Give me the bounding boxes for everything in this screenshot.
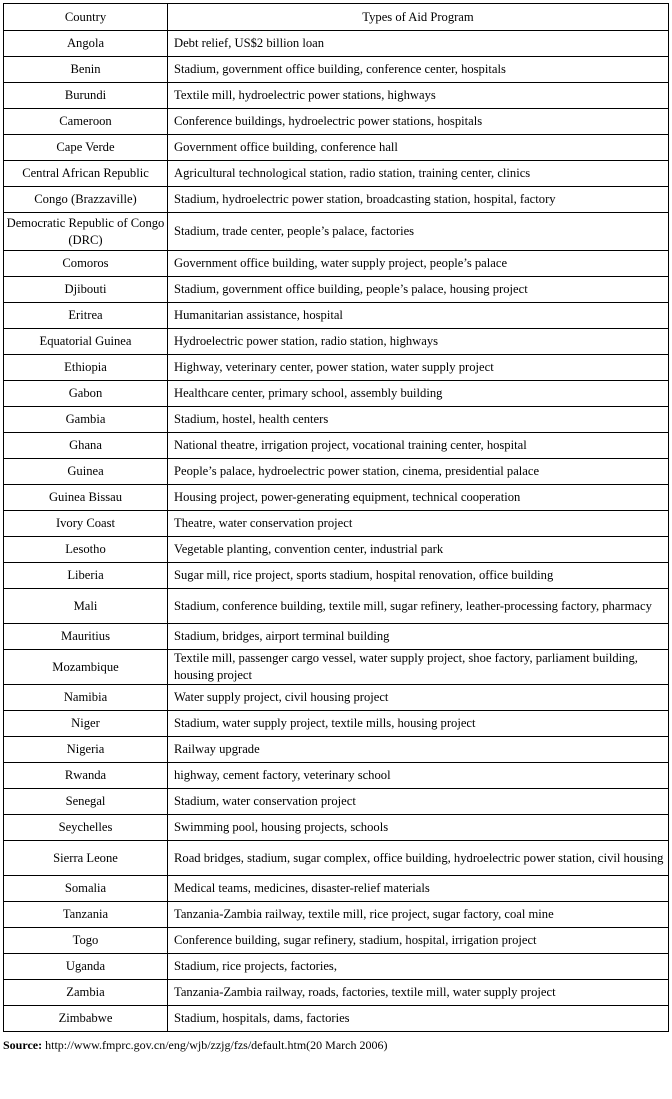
aid-program-cell: highway, cement factory, veterinary school	[168, 763, 669, 789]
country-cell: Uganda	[4, 954, 168, 980]
aid-program-cell: Vegetable planting, convention center, industrial park	[168, 537, 669, 563]
aid-program-cell: Stadium, trade center, people’s palace, factories	[168, 213, 669, 251]
country-cell: Gambia	[4, 407, 168, 433]
aid-program-cell: National theatre, irrigation project, vocational training center, hospital	[168, 433, 669, 459]
table-row	[4, 876, 669, 902]
table-row	[4, 902, 669, 928]
country-cell: Ghana	[4, 433, 168, 459]
aid-program-cell: Housing project, power-generating equipment, technical cooperation	[168, 485, 669, 511]
aid-program-cell: Conference building, sugar refinery, stadium, hospital, irrigation project	[168, 928, 669, 954]
table-row	[4, 83, 669, 109]
table-row	[4, 650, 669, 685]
country-cell: Democratic Republic of Congo (DRC)	[4, 213, 168, 251]
table-row	[4, 109, 669, 135]
table-row	[4, 31, 669, 57]
table-row	[4, 763, 669, 789]
aid-program-cell: Agricultural technological station, radio station, training center, clinics	[168, 161, 669, 187]
table-row	[4, 815, 669, 841]
table-row	[4, 355, 669, 381]
country-cell: Mozambique	[4, 650, 168, 685]
header-aid-type: Types of Aid Program	[168, 4, 669, 31]
aid-program-cell: Road bridges, stadium, sugar complex, office building, hydroelectric power station, civil housing	[168, 841, 669, 876]
country-cell: Ivory Coast	[4, 511, 168, 537]
aid-program-cell: Stadium, government office building, conference center, hospitals	[168, 57, 669, 83]
table-row	[4, 737, 669, 763]
table-row	[4, 563, 669, 589]
country-cell: Lesotho	[4, 537, 168, 563]
table-row	[4, 277, 669, 303]
country-cell: Namibia	[4, 685, 168, 711]
table-row	[4, 329, 669, 355]
table-row	[4, 135, 669, 161]
document	[3, 3, 668, 1052]
table-row	[4, 537, 669, 563]
table-row	[4, 954, 669, 980]
table-row	[4, 303, 669, 329]
country-cell: Congo (Brazzaville)	[4, 187, 168, 213]
country-cell: Guinea	[4, 459, 168, 485]
country-cell: Angola	[4, 31, 168, 57]
header-country: Country	[4, 4, 168, 31]
country-cell: Burundi	[4, 83, 168, 109]
aid-program-cell: Railway upgrade	[168, 737, 669, 763]
country-cell: Mauritius	[4, 624, 168, 650]
aid-program-cell: Textile mill, hydroelectric power stations, highways	[168, 83, 669, 109]
aid-program-cell: Stadium, government office building, people’s palace, housing project	[168, 277, 669, 303]
table-row	[4, 161, 669, 187]
country-cell: Equatorial Guinea	[4, 329, 168, 355]
country-cell: Tanzania	[4, 902, 168, 928]
country-cell: Nigeria	[4, 737, 168, 763]
table-row	[4, 711, 669, 737]
aid-program-cell: Swimming pool, housing projects, schools	[168, 815, 669, 841]
table-row	[4, 459, 669, 485]
table-row	[4, 685, 669, 711]
aid-program-cell: Stadium, hydroelectric power station, broadcasting station, hospital, factory	[168, 187, 669, 213]
country-cell: Zimbabwe	[4, 1006, 168, 1032]
aid-program-cell: Tanzania-Zambia railway, roads, factories, textile mill, water supply project	[168, 980, 669, 1006]
aid-program-cell: Tanzania-Zambia railway, textile mill, rice project, sugar factory, coal mine	[168, 902, 669, 928]
country-cell: Guinea Bissau	[4, 485, 168, 511]
aid-program-cell: Government office building, water supply project, people’s palace	[168, 251, 669, 277]
country-cell: Rwanda	[4, 763, 168, 789]
aid-program-cell: Humanitarian assistance, hospital	[168, 303, 669, 329]
aid-program-cell: Textile mill, passenger cargo vessel, water supply project, shoe factory, parliament building, housing project	[168, 650, 669, 685]
table-row	[4, 1006, 669, 1032]
table-row	[4, 433, 669, 459]
aid-program-cell: Water supply project, civil housing project	[168, 685, 669, 711]
country-cell: Niger	[4, 711, 168, 737]
aid-program-cell: Stadium, water supply project, textile mills, housing project	[168, 711, 669, 737]
country-cell: Seychelles	[4, 815, 168, 841]
table-row	[4, 928, 669, 954]
country-cell: Benin	[4, 57, 168, 83]
aid-program-cell: Hydroelectric power station, radio station, highways	[168, 329, 669, 355]
table-row	[4, 789, 669, 815]
aid-program-cell: Stadium, conference building, textile mill, sugar refinery, leather-processing factory, pharmacy	[168, 589, 669, 624]
country-cell: Cape Verde	[4, 135, 168, 161]
table-row	[4, 213, 669, 251]
aid-program-cell: Debt relief, US$2 billion loan	[168, 31, 669, 57]
table-row	[4, 511, 669, 537]
aid-program-cell: Stadium, bridges, airport terminal building	[168, 624, 669, 650]
table-row	[4, 589, 669, 624]
aid-program-cell: Stadium, hostel, health centers	[168, 407, 669, 433]
source-note	[3, 1038, 668, 1052]
aid-table	[3, 3, 669, 1032]
source-label: Source:	[3, 1038, 43, 1052]
source-text: http://www.fmprc.gov.cn/eng/wjb/zzjg/fzs/default.htm(20 March 2006)	[42, 1038, 388, 1052]
country-cell: Somalia	[4, 876, 168, 902]
country-cell: Gabon	[4, 381, 168, 407]
aid-program-cell: Sugar mill, rice project, sports stadium, hospital renovation, office building	[168, 563, 669, 589]
country-cell: Comoros	[4, 251, 168, 277]
table-row	[4, 251, 669, 277]
aid-program-cell: Stadium, water conservation project	[168, 789, 669, 815]
country-cell: Central African Republic	[4, 161, 168, 187]
table-body	[4, 31, 669, 1032]
table-row	[4, 57, 669, 83]
table-row	[4, 841, 669, 876]
aid-program-cell: Stadium, rice projects, factories,	[168, 954, 669, 980]
table-row	[4, 381, 669, 407]
aid-program-cell: Theatre, water conservation project	[168, 511, 669, 537]
aid-program-cell: Conference buildings, hydroelectric power stations, hospitals	[168, 109, 669, 135]
aid-program-cell: Highway, veterinary center, power station, water supply project	[168, 355, 669, 381]
table-header-row	[4, 4, 669, 31]
aid-program-cell: People’s palace, hydroelectric power station, cinema, presidential palace	[168, 459, 669, 485]
country-cell: Eritrea	[4, 303, 168, 329]
aid-program-cell: Healthcare center, primary school, assembly building	[168, 381, 669, 407]
table-row	[4, 187, 669, 213]
aid-program-cell: Government office building, conference hall	[168, 135, 669, 161]
country-cell: Liberia	[4, 563, 168, 589]
aid-program-cell: Medical teams, medicines, disaster-relief materials	[168, 876, 669, 902]
table-row	[4, 407, 669, 433]
country-cell: Zambia	[4, 980, 168, 1006]
table-row	[4, 980, 669, 1006]
country-cell: Cameroon	[4, 109, 168, 135]
aid-program-cell: Stadium, hospitals, dams, factories	[168, 1006, 669, 1032]
country-cell: Sierra Leone	[4, 841, 168, 876]
country-cell: Senegal	[4, 789, 168, 815]
country-cell: Togo	[4, 928, 168, 954]
country-cell: Ethiopia	[4, 355, 168, 381]
table-row	[4, 624, 669, 650]
table-row	[4, 485, 669, 511]
country-cell: Mali	[4, 589, 168, 624]
country-cell: Djibouti	[4, 277, 168, 303]
